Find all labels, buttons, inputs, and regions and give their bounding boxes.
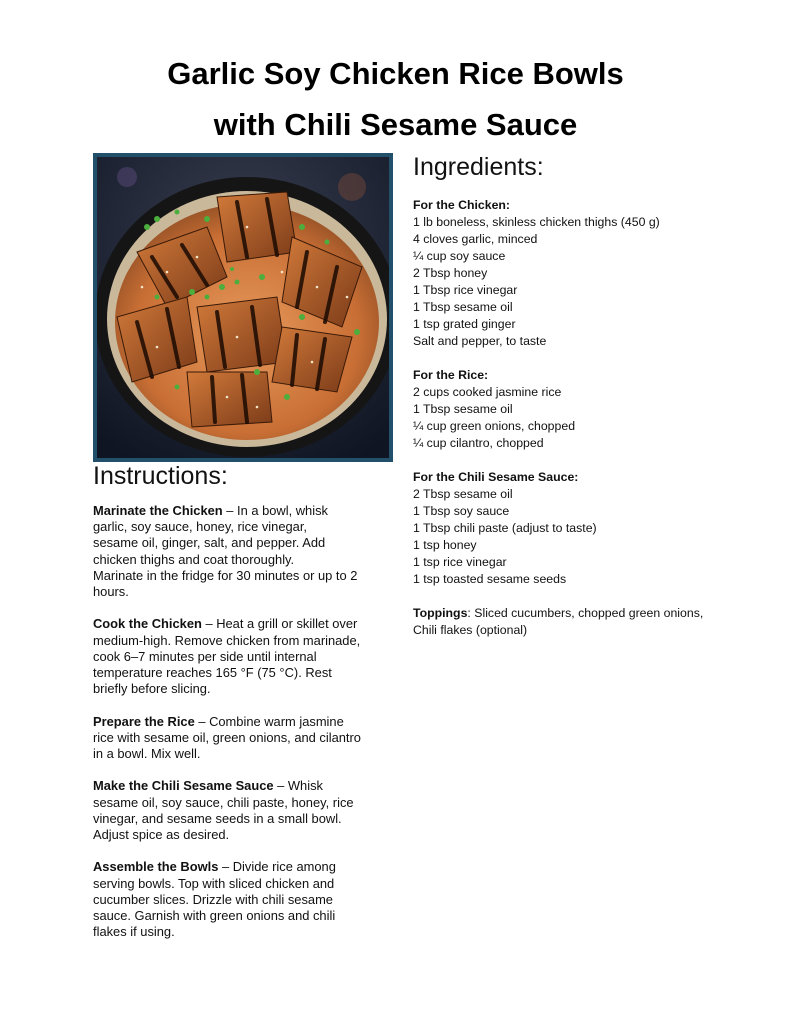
food-photo — [93, 153, 393, 462]
toppings-label: Toppings — [413, 606, 468, 620]
step-text: serving bowls. Top with sliced chicken and — [93, 875, 335, 891]
list-item: 1 lb boneless, skinless chicken thighs (450 g) — [413, 215, 660, 229]
step-text: cucumber slices. Drizzle with chili sesame — [93, 891, 333, 907]
list-item: 2 Tbsp sesame oil — [413, 487, 513, 501]
step-text: chicken thighs and coat thoroughly. — [93, 551, 295, 567]
list-item: 1 tsp rice vinegar — [413, 555, 507, 569]
step-rice — [93, 714, 393, 763]
list-item: ¼ cup cilantro, chopped — [413, 436, 544, 450]
toppings — [413, 605, 763, 639]
list-item: 2 Tbsp honey — [413, 266, 488, 280]
ingredients-list — [413, 197, 763, 639]
list-item: 1 Tbsp sesame oil — [413, 402, 513, 416]
toppings-text: : Sliced cucumbers, chopped green onions, — [467, 606, 704, 620]
step-text: flakes if using. — [93, 924, 175, 940]
group-heading: For the Rice: — [413, 368, 489, 382]
title-line-2: with Chili Sesame Sauce — [213, 107, 578, 142]
step-text: – In a bowl, whisk — [222, 503, 328, 518]
list-item: ¼ cup soy sauce — [413, 249, 506, 263]
step-text: sesame oil, ginger, salt, and pepper. Add — [93, 535, 326, 551]
step-text: temperature reaches 165 °F (75 °C). Rest — [93, 665, 332, 681]
step-text: – Combine warm jasmine — [194, 713, 344, 729]
step-text: rice with sesame oil, green onions, and cilantro — [93, 729, 361, 745]
step-text: hours. — [93, 584, 129, 600]
step-marinate — [93, 503, 393, 600]
step-text: vinegar, and sesame seeds in a small bowl. — [93, 810, 342, 826]
list-item: 1 tsp toasted sesame seeds — [413, 572, 567, 586]
step-cook — [93, 616, 393, 697]
ingredient-group-sauce — [413, 469, 763, 588]
step-text: – Heat a grill or skillet over — [201, 616, 358, 632]
page-title — [0, 48, 791, 150]
step-sauce — [93, 778, 393, 843]
step-name: Assemble the Bowls — [93, 859, 219, 875]
instructions-list — [93, 503, 393, 957]
step-name: Marinate the Chicken — [93, 503, 223, 518]
step-name: Cook the Chicken — [93, 616, 202, 632]
title-line-1: Garlic Soy Chicken Rice Bowls — [167, 56, 624, 91]
toppings-line-1 — [413, 605, 763, 622]
list-item: Salt and pepper, to taste — [413, 334, 547, 348]
step-text: Marinate in the fridge for 30 minutes or up to 2 — [93, 567, 358, 583]
list-item: ¼ cup green onions, chopped — [413, 419, 576, 433]
list-item: 1 Tbsp sesame oil — [413, 300, 513, 314]
group-heading: For the Chicken: — [413, 198, 511, 212]
list-item: 4 cloves garlic, minced — [413, 232, 538, 246]
step-name: Make the Chili Sesame Sauce — [93, 778, 274, 794]
list-item: 1 tsp honey — [413, 538, 477, 552]
step-text: medium-high. Remove chicken from marinade, — [93, 632, 361, 648]
step-text: Adjust spice as desired. — [93, 827, 230, 843]
ingredient-group-chicken — [413, 197, 763, 350]
step-text: sauce. Garnish with green onions and chili — [93, 908, 336, 924]
food-photo-icon — [97, 157, 389, 458]
group-heading: For the Chili Sesame Sauce: — [413, 470, 579, 484]
instructions-heading: Instructions: — [93, 462, 228, 490]
ingredient-group-rice — [413, 367, 763, 452]
list-item: 2 cups cooked jasmine rice — [413, 385, 562, 399]
toppings-line-2: Chili flakes (optional) — [413, 623, 528, 637]
list-item: 1 Tbsp soy sauce — [413, 504, 510, 518]
step-text: cook 6–7 minutes per side until internal — [93, 648, 317, 664]
step-name: Prepare the Rice — [93, 713, 195, 729]
step-text: briefly before slicing. — [93, 681, 211, 697]
step-assemble — [93, 859, 393, 940]
step-text: in a bowl. Mix well. — [93, 746, 201, 762]
ingredients-heading: Ingredients: — [413, 153, 544, 181]
step-text: sesame oil, soy sauce, chili paste, honey, rice — [93, 794, 354, 810]
step-text: garlic, soy sauce, honey, rice vinegar, — [93, 519, 307, 535]
step-text: – Divide rice among — [218, 859, 336, 875]
list-item: 1 Tbsp chili paste (adjust to taste) — [413, 521, 597, 535]
step-text: – Whisk — [273, 778, 323, 794]
list-item: 1 tsp grated ginger — [413, 317, 516, 331]
list-item: 1 Tbsp rice vinegar — [413, 283, 518, 297]
